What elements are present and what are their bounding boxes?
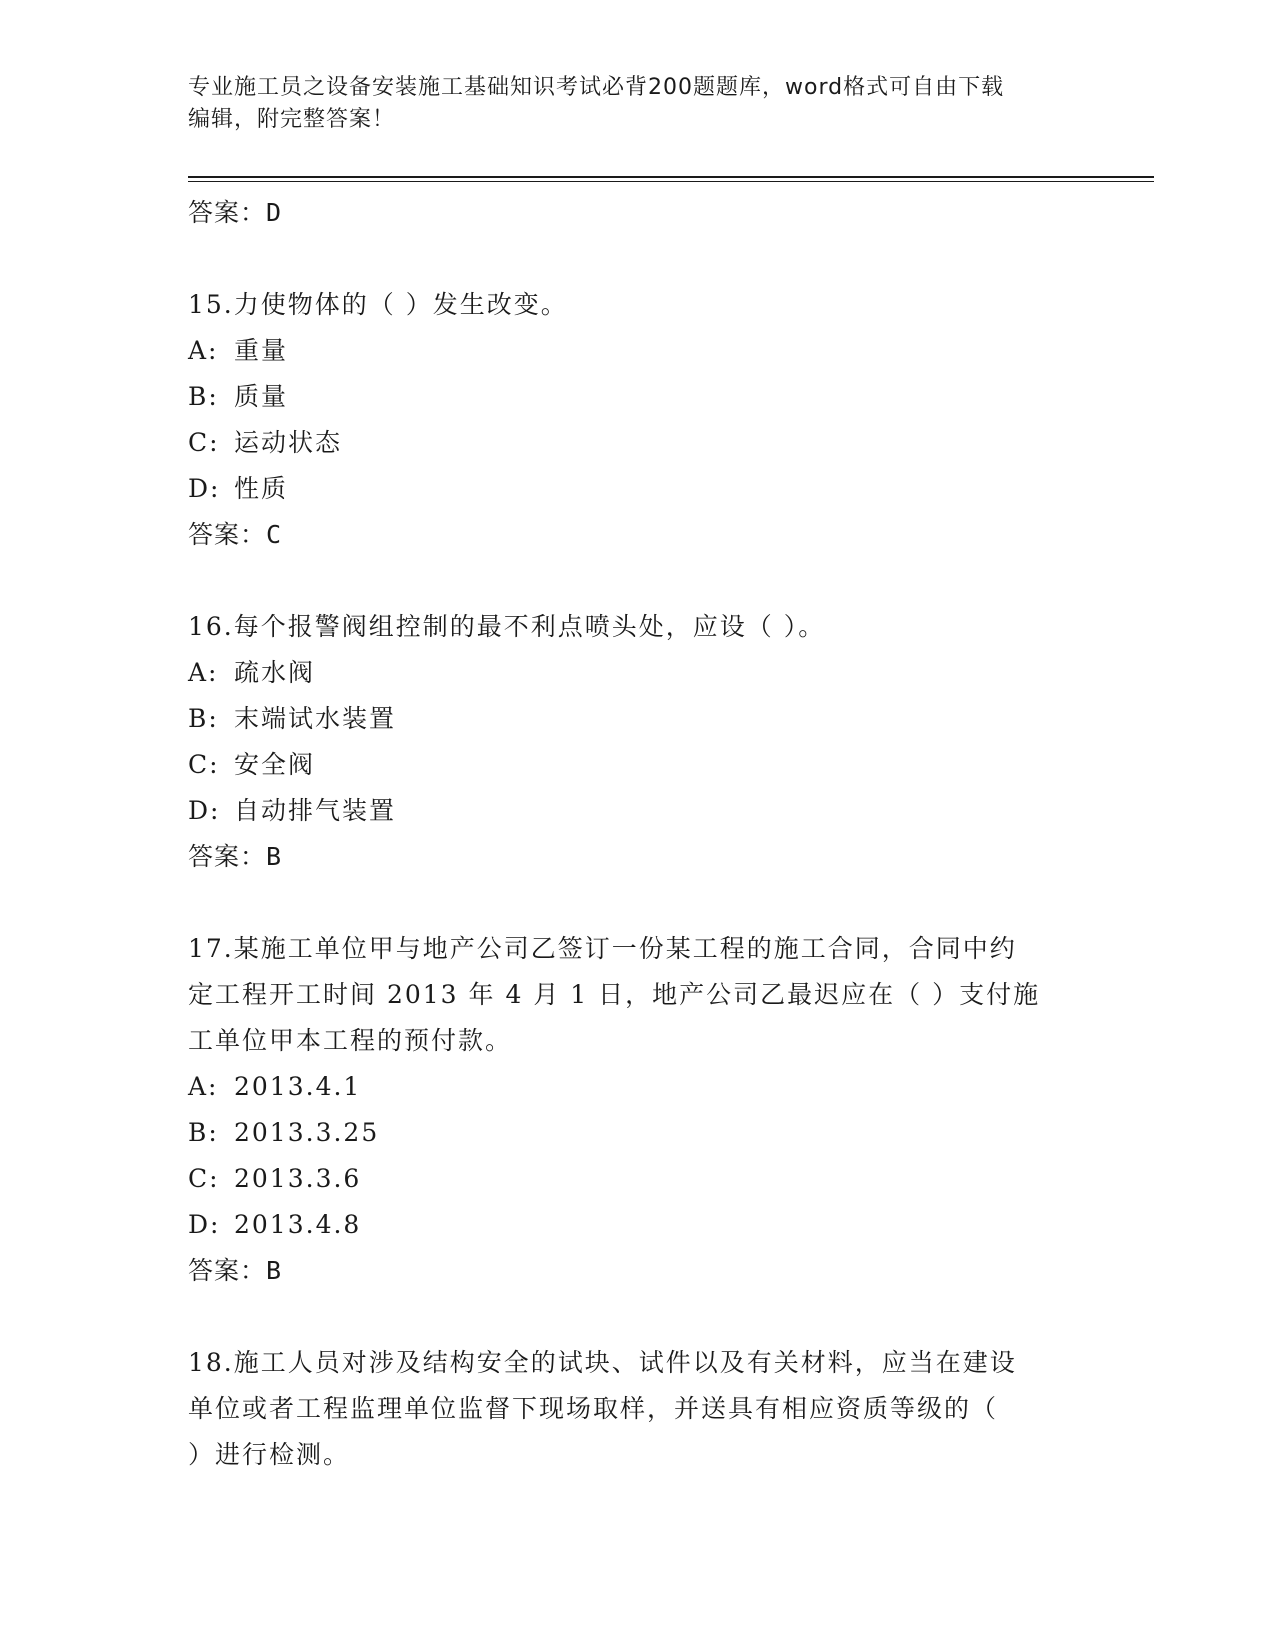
option-text: 安全阀 — [234, 750, 316, 779]
question-16: 16.每个报警阀组控制的最不利点喷头处，应设（ ）。 — [188, 612, 826, 641]
option-text: 性质 — [234, 474, 289, 503]
answer-key: C — [266, 520, 283, 549]
option-letter: C: — [188, 750, 220, 779]
document-header — [188, 72, 1068, 136]
option-letter: D: — [188, 1210, 221, 1239]
answer-label: 答案： — [188, 842, 267, 871]
question-text-line: 18.施工人员对涉及结构安全的试块、试件以及有关材料，应当在建设 — [188, 1348, 1017, 1377]
question-17 — [188, 926, 1078, 1064]
option-c — [188, 420, 1078, 466]
option-a — [188, 650, 1078, 696]
spacer — [188, 880, 1078, 926]
answer-label: 答案： — [188, 520, 267, 549]
option-b — [188, 696, 1078, 742]
option-d — [188, 1202, 1078, 1248]
option-text: 重量 — [234, 336, 289, 365]
option-text: 2013.3.6 — [234, 1164, 362, 1193]
answer-line — [188, 512, 1078, 558]
answer-key: B — [266, 1256, 283, 1285]
option-letter: B: — [188, 382, 219, 411]
option-b — [188, 1110, 1078, 1156]
question-text-line: 17.某施工单位甲与地产公司乙签订一份某工程的施工合同，合同中约 — [188, 934, 1017, 963]
spacer — [188, 558, 1078, 604]
option-text: 2013.4.1 — [234, 1072, 362, 1101]
option-b — [188, 374, 1078, 420]
question-text-line: 定工程开工时间 2013 年 4 月 1 日，地产公司乙最迟应在（ ）支付施 — [188, 980, 1041, 1009]
option-c — [188, 1156, 1078, 1202]
option-text: 疏水阀 — [234, 658, 316, 687]
header-title-line-1: 专业施工员之设备安装施工基础知识考试必背200题题库，word格式可自由下载 — [188, 75, 1005, 100]
option-letter: A: — [188, 336, 219, 365]
option-text: 2013.4.8 — [234, 1210, 362, 1239]
option-a — [188, 328, 1078, 374]
question-text-line: 工单位甲本工程的预付款。 — [188, 1026, 513, 1055]
option-d — [188, 466, 1078, 512]
option-text: 运动状态 — [234, 428, 343, 457]
answer-label: 答案： — [188, 1256, 267, 1285]
option-letter: A: — [188, 658, 219, 687]
option-letter: D: — [188, 474, 221, 503]
option-letter: C: — [188, 428, 220, 457]
option-text: 自动排气装置 — [234, 796, 397, 825]
answer-line — [188, 1248, 1078, 1294]
option-text: 末端试水装置 — [234, 704, 397, 733]
option-a — [188, 1064, 1078, 1110]
option-letter: B: — [188, 704, 219, 733]
option-text: 质量 — [234, 382, 289, 411]
header-title-line-2: 编辑，附完整答案！ — [188, 107, 396, 132]
question-18 — [188, 1340, 1078, 1478]
answer-line — [188, 190, 1078, 236]
answer-line — [188, 834, 1078, 880]
option-letter: B: — [188, 1118, 219, 1147]
question-list — [188, 190, 1078, 1478]
option-letter: A: — [188, 1072, 219, 1101]
option-d — [188, 788, 1078, 834]
spacer — [188, 1294, 1078, 1340]
answer-key: D — [266, 198, 283, 227]
answer-label: 答案： — [188, 198, 267, 227]
header-divider-thin — [188, 181, 1154, 182]
spacer — [188, 236, 1078, 282]
option-letter: C: — [188, 1164, 220, 1193]
option-text: 2013.3.25 — [234, 1118, 380, 1147]
header-divider-thick — [188, 176, 1154, 178]
option-letter: D: — [188, 796, 221, 825]
option-c — [188, 742, 1078, 788]
question-15: 15.力使物体的（ ）发生改变。 — [188, 290, 568, 319]
question-text-line: 单位或者工程监理单位监督下现场取样，并送具有相应资质等级的（ — [188, 1394, 999, 1423]
answer-key: B — [266, 842, 283, 871]
question-text-line: ）进行检测。 — [188, 1440, 351, 1469]
